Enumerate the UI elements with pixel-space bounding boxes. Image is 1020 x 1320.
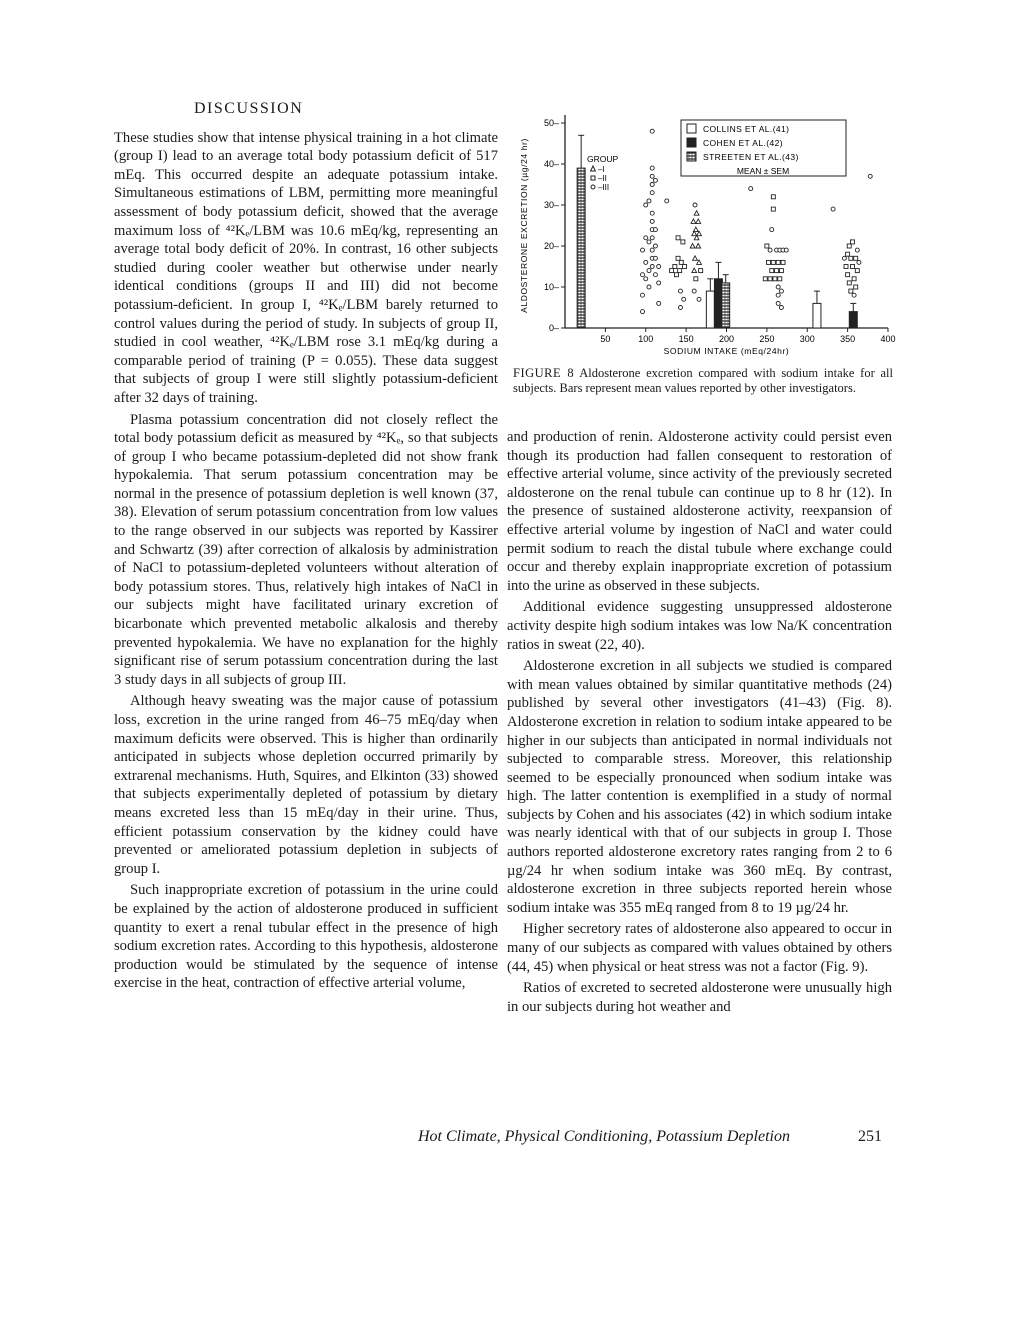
y-axis-label: ALDOSTERONE EXCRETION (µg/24 hr) (519, 138, 529, 313)
data-point-square (676, 236, 680, 240)
data-point-circle (650, 211, 654, 215)
group-legend-label: –I (598, 165, 605, 174)
data-point-square (781, 260, 785, 264)
data-point-triangle (696, 219, 701, 224)
data-point-circle (650, 183, 654, 187)
bar (706, 291, 714, 328)
group-legend-label: –III (598, 183, 610, 192)
data-point-circle (692, 289, 696, 293)
data-point-square (854, 285, 858, 289)
data-point-circle (644, 236, 648, 240)
bar-legend-label: COLLINS ET AL.(41) (703, 124, 790, 134)
data-point-circle (650, 236, 654, 240)
legend-triangle-marker (591, 166, 596, 171)
data-point-square (846, 252, 850, 256)
data-point-circle (768, 248, 772, 252)
data-point-circle (650, 219, 654, 223)
data-point-circle (857, 260, 861, 264)
data-point-circle (682, 297, 686, 301)
x-tick-label: 200 (718, 334, 735, 344)
data-point-circle (653, 273, 657, 277)
data-point-circle (657, 301, 661, 305)
data-point-circle (647, 285, 651, 289)
data-point-square (763, 277, 767, 281)
bar-legend-swatch (687, 138, 696, 147)
data-point-square (849, 256, 853, 260)
right-column (507, 428, 892, 1019)
x-tick-label: 50 (600, 334, 611, 344)
data-point-circle (678, 306, 682, 310)
y-tick-label: 40– (543, 159, 559, 169)
data-point-square (681, 240, 685, 244)
group-legend-label: –II (598, 174, 607, 183)
data-point-triangle (691, 219, 696, 224)
data-point-square (844, 265, 848, 269)
data-point-square (771, 260, 775, 264)
chart-legends (587, 120, 846, 192)
data-point-circle (779, 306, 783, 310)
data-point-circle (644, 260, 648, 264)
data-point-square (770, 269, 774, 273)
bar-legend-label: COHEN ET AL.(42) (703, 138, 783, 148)
y-tick-label: 20– (543, 241, 559, 251)
data-point-circle (647, 199, 651, 203)
data-point-circle (644, 277, 648, 281)
data-point-square (674, 273, 678, 277)
data-point-square (699, 269, 703, 273)
data-point-square (850, 265, 854, 269)
data-point-circle (784, 248, 788, 252)
data-point-circle (650, 265, 654, 269)
paragraph: Such inappropriate excretion of potassium in the urine could be explained by the action of aldosterone produced in sufficient quantity to exert a renal tubular effect in the presence of high sodium excretion rates. According to this hypothesis, aldosterone production would be stimulated by the sequence of intense exercise in the heat, contraction of effective arterial volume, (114, 882, 498, 992)
page-number: 251 (858, 1128, 882, 1145)
data-point-square (854, 256, 858, 260)
data-point-triangle (690, 244, 695, 249)
x-tick-label: 100 (638, 334, 654, 344)
y-tick-label: 50– (543, 118, 559, 128)
data-point-circle (644, 203, 648, 207)
bar-legend-note: MEAN ± SEM (736, 166, 790, 176)
data-point-circle (779, 289, 783, 293)
paragraph: Additional evidence suggesting unsuppressed aldosterone activity despite high sodium intakes was low Na/K concentration ratios in sweat (22, 40). (507, 599, 892, 653)
data-point-square (852, 277, 856, 281)
data-point-square (670, 269, 674, 273)
paragraph: Ratios of excreted to secreted aldosterone were unusually high in our subjects during hot weather and (507, 980, 892, 1015)
left-column (114, 100, 498, 996)
data-point-square (773, 277, 777, 281)
data-point-circle (641, 248, 645, 252)
data-point-square (855, 269, 859, 273)
paragraph: Plasma potassium concentration did not closely reflect the total body potassium deficit as measured by ⁴²Kₑ, so that subjects of group I who became potassium-depleted did not show frank hypokalemia. That serum potassium concentration may be normal in the presence of potassium depletion is well known (37, 38). Elevation of serum potassium concentration from low values to the range observed in our subjects was reported by Kassirer and Schwartz (39) after correction of alkalosis by administration of NaCl to potassium-depleted volunteers without alteration of body potassium stores. Thus, relatively high intakes of NaCl in our subjects might have facilitated urinary excretion of bicarbonate which prevented metabolic alkalosis and thereby prevented hypokalemia. We have no explanation for the highly significant rise of serum potassium concentration during the last 3 study days in all subjects of group III. (114, 411, 498, 688)
data-point-circle (650, 191, 654, 195)
data-point-circle (770, 228, 774, 232)
data-point-triangle (694, 211, 699, 216)
data-point-circle (650, 166, 654, 170)
data-point-square (776, 260, 780, 264)
data-point-circle (650, 129, 654, 133)
bar-legend-swatch (687, 124, 696, 133)
bar (722, 283, 730, 328)
data-point-circle (776, 293, 780, 297)
data-point-circle (653, 244, 657, 248)
figure-caption-text: Aldosterone excretion compared with sodium intake for all subjects. Bars represent mean values reported by other investigators. (513, 366, 893, 395)
data-point-circle (842, 256, 846, 260)
data-point-square (779, 269, 783, 273)
data-point-circle (776, 285, 780, 289)
data-point-circle (749, 187, 753, 191)
x-tick-label: 400 (880, 334, 896, 344)
data-point-circle (650, 174, 654, 178)
bar (577, 168, 585, 328)
data-point-triangle (692, 268, 697, 273)
data-point-square (847, 281, 851, 285)
data-point-square (683, 265, 687, 269)
data-point-square (775, 269, 779, 273)
x-tick-label: 150 (678, 334, 694, 344)
data-point-circle (653, 178, 657, 182)
bar-legend-label: STREETEN ET AL.(43) (703, 152, 799, 162)
section-heading: DISCUSSION (194, 100, 304, 117)
data-point-triangle (696, 244, 701, 249)
data-point-circle (641, 293, 645, 297)
y-tick-label: 10– (543, 282, 559, 292)
paragraph: and production of renin. Aldosterone activity could persist even though its production had fallen consequent to restoration of effective arterial volume, since activity of the previously secreted aldosterone on the renal tubule can continue up to 8 hr (12). In the presence of sustained aldosterone activity, reexpansion of effective arterial volume by ingestion of NaCl and water could permit sodium to reach the distal tubule where exchange could occur and thereby explain inappropriate excretion of potassium into the urine as observed in these subjects. (507, 429, 892, 594)
bar (813, 303, 821, 328)
data-point-square (768, 277, 772, 281)
data-point-circle (678, 289, 682, 293)
data-point-circle (665, 199, 669, 203)
data-point-square (694, 277, 698, 281)
data-point-triangle (693, 256, 698, 260)
group-legend-title: GROUP (587, 154, 619, 164)
data-point-circle (855, 248, 859, 252)
data-point-circle (831, 207, 835, 211)
data-point-square (771, 195, 775, 199)
bar (849, 312, 857, 328)
data-point-square (676, 256, 680, 260)
data-point-square (778, 277, 782, 281)
data-point-circle (647, 269, 651, 273)
data-point-square (679, 260, 683, 264)
figure-label: FIGURE 8 (513, 366, 575, 380)
data-point-square (849, 289, 853, 293)
paragraph: Higher secretory rates of aldosterone also appeared to occur in many of our subjects as compared with values obtained by others (44, 45) when physical or heat stress was not a factor (Fig. 9). (507, 921, 892, 975)
data-point-circle (693, 203, 697, 207)
x-tick-label: 350 (840, 334, 856, 344)
x-tick-label: 250 (759, 334, 775, 344)
x-axis-label: SODIUM INTAKE (mEq/24hr) (663, 346, 790, 356)
data-point-square (846, 273, 850, 277)
data-point-square (771, 207, 775, 211)
data-point-circle (641, 310, 645, 314)
figure-caption (513, 366, 893, 396)
paragraph: These studies show that intense physical training in a hot climate (group I) lead to an average total body potassium deficit of 517 mEq. This occurred despite an adequate potassium intake. Simultaneous estimations of LBM, permitting more meaningful assessment of body potassium deficit, showed that the average maximum loss of ⁴²Kₑ/LBM was 10.6 mEq/kg, representing an average total body deficit of 20%. In contrast, 16 other subjects studied during cooler weather but otherwise under nearly identical conditions (groups II and III) did not become potassium-deficient. In group I, ⁴²Kₑ/LBM barely returned to control values during the period of study. In subjects of group II, studied in cool weather, ⁴²Kₑ/LBM rose 3.1 mEq/kg during a comparable period of training (P = 0.055). These data suggest that subjects of group I were still slightly potassium-deficient after 32 days of training. (114, 129, 498, 406)
data-point-circle (852, 293, 856, 297)
data-point-circle (868, 174, 872, 178)
data-point-circle (657, 281, 661, 285)
data-point-square (678, 269, 682, 273)
data-point-square (673, 265, 677, 269)
data-point-circle (641, 273, 645, 277)
paragraph: Aldosterone excretion in all subjects we studied is compared with mean values obtained by similar quantitative methods (24) published by several other investigators (41–43) (Fig. 8). Aldosterone excretion in relation to sodium intake appeared to be higher in our subjects than anticipated in normal individuals not subjected to comparable stress. Moreover, this relationship seemed to be especially pronounced when sodium intake was high. The latter contention is exemplified in a study of normal subjects by Cohen and his associates (42) in which sodium intake was nearly identical with that of our subjects in group I. Those authors reported aldosterone excretory rates ranging from 2 to 6 µg/24 hr when sodium intake was 360 mEq. By contrast, aldosterone excretion in three subjects reported herein whose sodium intake was 355 mEq ranged from 8 to 19 µg/24 hr. (507, 658, 892, 916)
running-title: Hot Climate, Physical Conditioning, Potassium Depletion (418, 1128, 790, 1145)
y-tick-label: 30– (543, 200, 559, 210)
data-point-circle (653, 256, 657, 260)
data-point-circle (776, 301, 780, 305)
data-point-square (847, 244, 851, 248)
data-point-square (850, 240, 854, 244)
y-tick-label: 0– (548, 323, 559, 333)
data-point-circle (657, 265, 661, 269)
data-point-circle (653, 228, 657, 232)
data-point-circle (647, 240, 651, 244)
data-point-circle (697, 297, 701, 301)
paragraph: Although heavy sweating was the major cause of potassium loss, excretion in the urine ranged from 46–75 mEq/day when maximum deficits were observed. This is higher than ordinarily anticipated in subjects whose depletion occurred primarily by extrarenal mechanisms. Huth, Squires, and Elkinton (33) showed that subjects experimentally depleted of potassium by dietary means excreted less than 15 mEq/day in their urine. Thus, efficient potassium conservation by the kidney could have prevented or ameliorated potassium depletion in subjects of group I. (114, 693, 498, 877)
legend-square-marker (591, 176, 595, 180)
legend-circle-marker (591, 185, 595, 189)
data-point-square (766, 260, 770, 264)
data-point-circle (650, 248, 654, 252)
data-point-square (765, 244, 769, 248)
x-tick-label: 300 (799, 334, 815, 344)
bar-legend-swatch (687, 152, 696, 161)
